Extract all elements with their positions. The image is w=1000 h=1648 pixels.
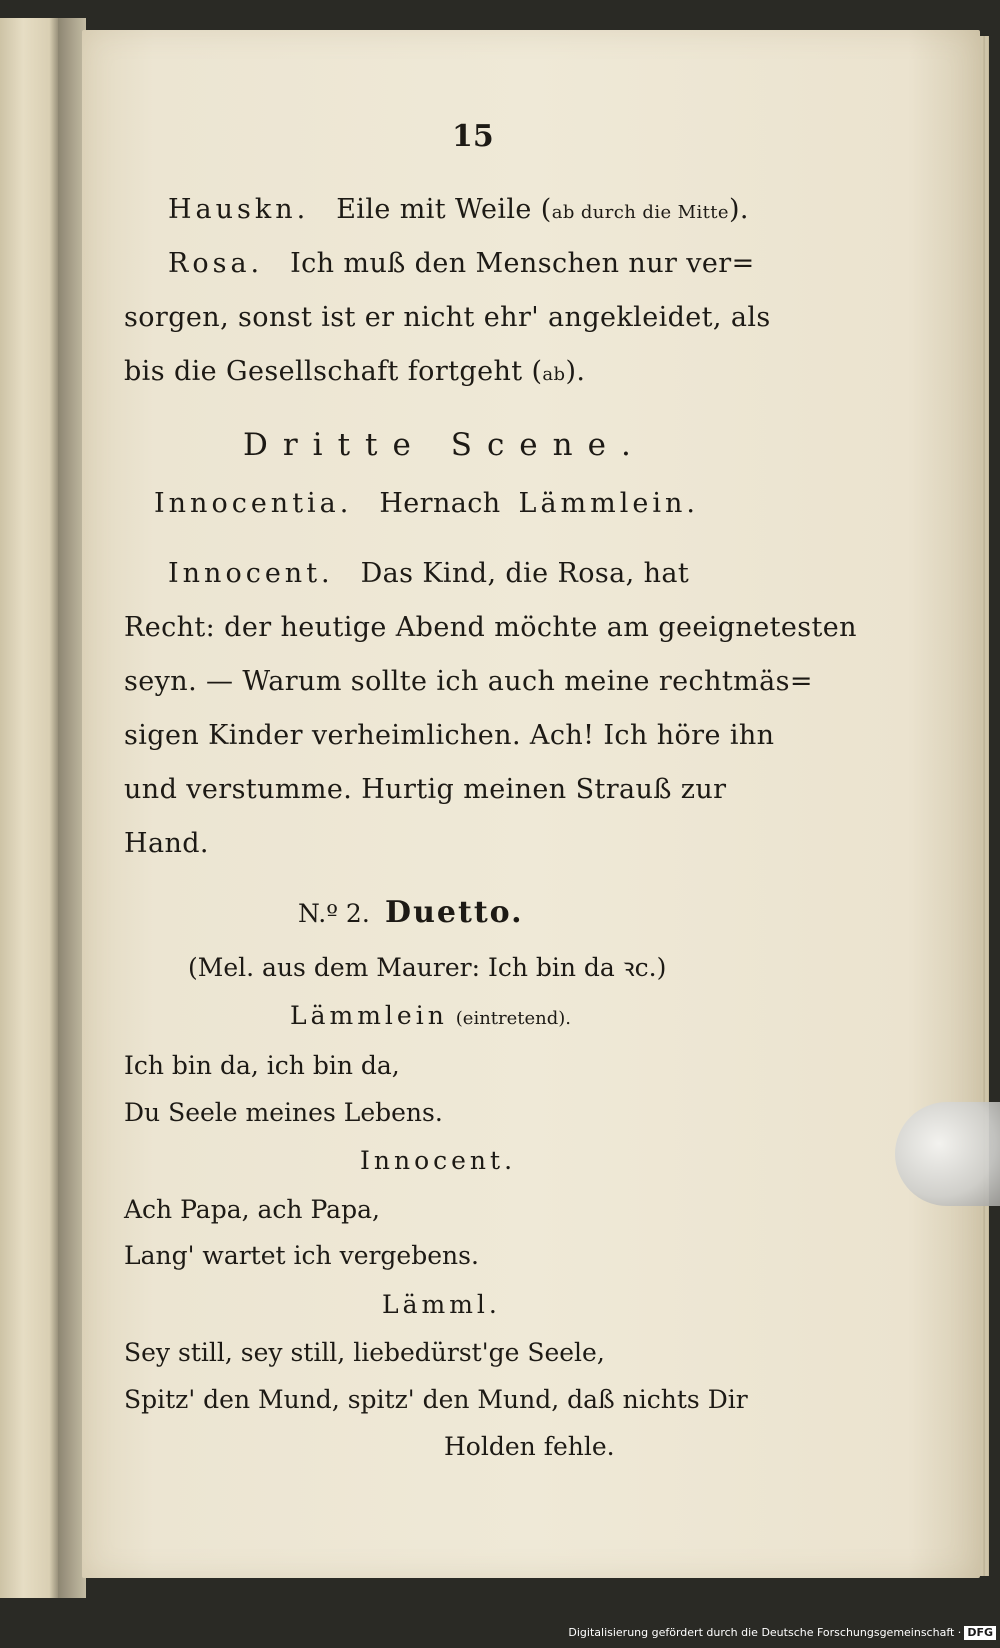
song-title [298,895,524,930]
song-speaker-2: Innocent. [360,1146,517,1175]
dialogue-line-6 [168,560,689,587]
dialogue-text: Eile mit Weile ( [336,194,552,225]
song-number: N.º 2. [298,899,370,928]
verse-line: Ach Papa, ach Papa, [124,1195,380,1224]
verse-line: Lang' wartet ich vergebens. [124,1241,479,1270]
scene-characters [154,490,699,517]
verse-line: Spitz' den Mund, spitz' den Mund, daß nichts Dir [124,1385,748,1414]
dialogue-line-10: und verstumme. Hurtig meinen Strauß zur [124,774,727,805]
dialogue-text: Das Kind, die Rosa, hat [360,558,690,589]
dialogue-line-11: Hand. [124,828,209,859]
dialogue-text-close: ). [565,356,586,387]
song-speaker-3: Lämml. [382,1290,501,1319]
dialogue-text: bis die Gesellschaft fortgeht ( [124,356,543,387]
dialogue-text-close: ). [728,194,749,225]
character-name: Innocentia. [154,488,353,519]
dialogue-line-4 [124,358,585,385]
digitization-footer [568,1624,996,1642]
character-connector: Hernach [379,488,501,519]
dialogue-line-8: seyn. — Warum sollte ich auch meine rechtmäs= [124,666,813,697]
footer-text: Digitalisierung gefördert durch die Deutsche Forschungsgemeinschaft · [568,1626,962,1639]
verse-line: Sey still, sey still, liebedürst'ge Seele, [124,1338,605,1367]
dialogue-line-9: sigen Kinder verheimlichen. Ach! Ich höre ihn [124,720,775,751]
speaker-name: Lämmlein [290,1001,448,1030]
speaker-name: Rosa. [168,248,264,279]
song-speaker-1 [290,1003,571,1028]
stage-direction: ab [542,364,566,385]
song-name: Duetto. [385,895,524,930]
page-number: 15 [452,119,494,154]
dialogue-line-1 [168,196,749,223]
dialogue-line-7: Recht: der heutige Abend möchte am geeignetesten [124,612,857,643]
verse-line: Ich bin da, ich bin da, [124,1051,400,1080]
scene-heading: Dritte Scene. [243,427,646,463]
melody-note: (Mel. aus dem Maurer: Ich bin da ꝛc.) [188,953,667,982]
dialogue-text: Ich muß den Menschen nur ver= [290,248,755,279]
verse-line: Holden fehle. [444,1432,615,1461]
speaker-name: Innocent. [168,558,334,589]
character-name: Lämmlein. [518,488,699,519]
stage-direction: ab durch die Mitte [551,202,729,223]
speaker-name: Hauskn. [168,194,310,225]
dialogue-line-2 [168,250,755,277]
page-clip [895,1102,1000,1206]
left-page-edge [0,18,59,1598]
dfg-logo: DFG [964,1626,996,1640]
stage-direction: (eintretend). [455,1008,572,1029]
dialogue-line-3: sorgen, sonst ist er nicht ehr' angekleidet, als [124,302,771,333]
verse-line: Du Seele meines Lebens. [124,1098,443,1127]
